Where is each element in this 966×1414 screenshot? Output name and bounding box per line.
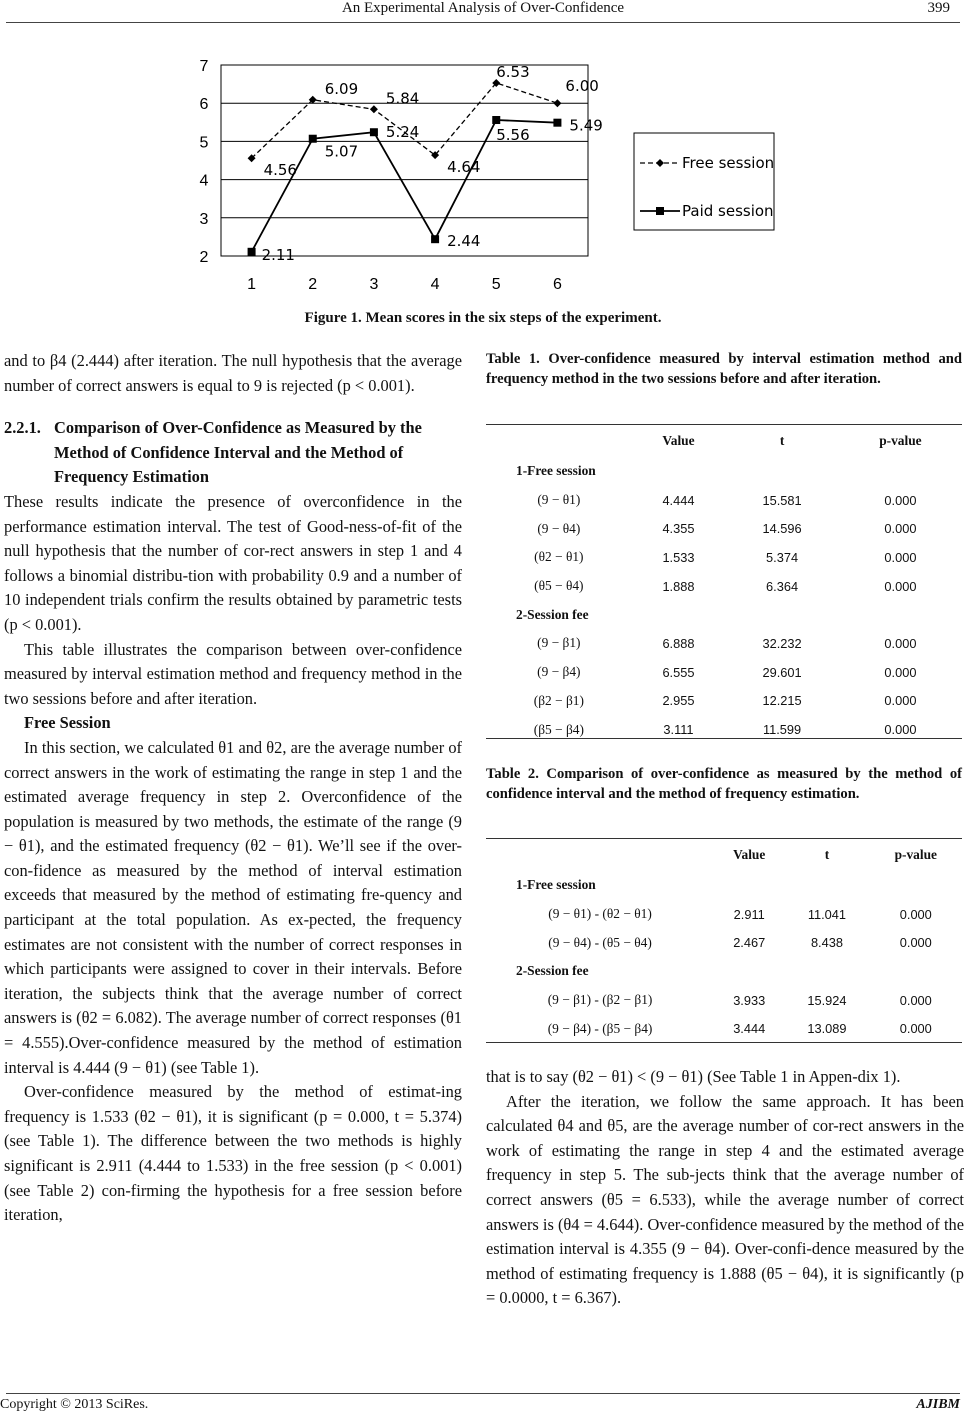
table-cell: 0.000 [884,722,917,738]
table-header-cell: t [779,433,785,448]
table-cell: 2.467 [733,935,766,951]
table-header-cell: t [824,847,830,862]
table-cell: 13.089 [807,1021,847,1037]
table-group-row [486,457,962,486]
table-rule [486,738,962,739]
data-label: 2.11 [261,245,295,264]
data-label: 6.00 [565,77,599,96]
table-row [486,543,962,572]
data-point-paid-session [553,119,561,127]
y-tick-label: 7 [199,58,209,75]
table-cell: 0.000 [899,1021,932,1037]
y-tick-label: 4 [199,172,209,190]
paragraph: This table illustrates the comparison between over-confidence measured by interval estimation method and frequency method in the two sessions before and after iteration. [4,639,462,708]
table-cell: 2.911 [733,906,765,922]
table-cell: (9 − θ1) - (θ2 − θ1) [548,906,652,922]
table-header-cell [486,425,632,457]
table-row [486,900,962,929]
footer-rule [6,1393,960,1394]
table-cell: 3.444 [733,1021,766,1037]
right-column [486,1065,964,1311]
table-header-cell [486,839,714,871]
table-cell: 0.000 [899,992,932,1008]
table-cell: 8.438 [810,935,843,951]
legend-label-paid-session: Paid session [682,202,774,220]
paragraph: These results indicate the presence of overconfidence in the performance estimation interval. The test of Good-ness-of-fit of the null hypothesis that the number of cor-rect answers in step 1 and 4 follows a binomial distribu-tion with probability 0.9 and a number of 10 independent trials confirm the results obtained by parametric tests (p < 0.001). [4,491,462,634]
table-cell: 3.933 [733,992,766,1008]
table-cell: (9 − β4) - (β5 − β4) [547,1020,653,1036]
data-point-paid-session [492,116,500,124]
table-2-caption: Table 2. Comparison of over-confidence as measured by the method of confidence interval and the method of frequency estimation. [486,766,962,802]
table-cell: 0.000 [884,693,917,709]
data-label: 5.24 [385,123,420,142]
table-cell: 12.215 [762,693,802,709]
table-cell: (9 − β4) [537,664,581,680]
table-cell: 0.000 [884,521,917,537]
table-cell: 4.444 [662,492,695,508]
paragraph: After the iteration, we follow the same approach. It has been calculated θ4 and θ5, are the average number of cor-rect answers in the work of estimating the range in step 4 and the estimated average frequency in step 5. The sub-jects think that the average number of correct answers (θ5 = 6.533), while the average number of correct answers is (θ4 = 4.644). Over-confidence measured by the method of the estimation interval is 4.355 (9 − θ4). Over-confi-dence measured by the method of estimating frequency is 1.888 (θ5 − θ4), it is significantly (p = 0.0000, t = 6.367). [486,1091,964,1308]
line-chart-svg [190,58,780,298]
table-group-label: 1-Free session [516,877,596,893]
table-cell: 14.596 [762,521,802,537]
table-cell: 1.888 [662,578,695,594]
subheading-free-session: Free Session [24,713,111,733]
x-tick-label: 2 [308,276,318,293]
table-row [486,658,962,687]
table-row [486,715,962,744]
table-cell: (9 − θ4) [537,520,581,536]
left-column [4,349,462,1228]
table-cell: (9 − β1) - (β2 − β1) [547,992,653,1008]
table-row [486,486,962,515]
table-cell: 6.888 [662,635,695,651]
table-row [486,928,962,957]
table-2 [486,839,962,1043]
table-cell: 6.555 [662,664,695,680]
table-row [486,986,962,1015]
table-1-caption: Table 1. Over-confidence measured by interval estimation method and frequency method in the two sessions before and after iteration. [486,351,962,387]
table-cell: (9 − β1) [537,635,581,651]
table-group-label: 2-Session fee [516,606,589,622]
table-rule [486,1042,962,1043]
figure-1-chart [190,58,780,298]
data-label: 5.49 [569,116,603,135]
data-label: 4.56 [263,161,297,180]
page-number: 399 [927,0,950,16]
legend-label-free-session: Free session [682,154,775,172]
table-header-cell: p-value [879,433,922,448]
table-group-row [486,600,962,629]
table-row [486,1014,962,1043]
table-cell: 1.533 [662,549,695,565]
table-header-cell: Value [733,847,766,862]
figure-caption: Figure 1. Mean scores in the six steps of the experiment. [304,310,662,326]
paragraph: that is to say (θ2 − θ1) < (9 − θ1) (See Table 1 in Appen-dix 1). [486,1067,901,1086]
table-row [486,629,962,658]
table-cell: 3.111 [663,722,694,738]
section-number: 2.2.1. [4,418,41,438]
table-cell: 15.924 [807,992,847,1008]
table-cell: (β2 − β1) [533,692,584,708]
x-tick-label: 6 [552,276,562,293]
table-group-label: 1-Free session [516,463,596,479]
table-cell: 32.232 [762,635,802,651]
table-group-row [486,871,962,900]
section-heading [4,416,462,490]
table-group-row [486,957,962,986]
paragraph: and to β4 (2.444) after iteration. The null hypothesis that the average number of correct answers is equal to 9 is rejected (p < 0.001). [4,351,462,395]
table-cell: 5.374 [766,549,799,565]
table-cell: 0.000 [884,664,917,680]
table-cell: 0.000 [884,492,917,508]
table-cell: (θ2 − θ1) [534,549,584,565]
data-label: 4.64 [447,158,481,177]
legend-marker-paid-session [656,207,664,215]
table-cell: 0.000 [899,935,932,951]
header-rule [6,22,960,23]
data-label: 5.84 [385,89,420,108]
data-point-paid-session [370,128,378,136]
data-label: 5.07 [324,142,359,161]
data-point-paid-session [431,235,439,243]
data-label: 6.09 [324,79,359,98]
table-1 [486,425,962,744]
data-label: 6.53 [496,62,530,81]
table-row [486,514,962,543]
y-tick-label: 2 [199,249,209,266]
data-label: 2.44 [447,232,481,251]
table-cell: (θ5 − θ4) [534,578,584,594]
table-cell: 0.000 [884,635,917,651]
table-cell: 2.955 [662,693,695,709]
table-cell: 0.000 [884,549,917,565]
table-cell: 11.041 [807,906,847,922]
table-cell: (9 − θ1) [537,492,581,508]
y-tick-label: 5 [199,134,209,152]
table-cell: 11.599 [762,722,802,738]
y-tick-label: 6 [199,96,209,114]
table-header-cell: Value [662,433,695,448]
paragraph: In this section, we calculated θ1 and θ2, are the average number of correct answers in the work of estimating the range in step 1 and the estimated average frequency in step 2. Overconfidence of the population is measured by two methods, the estimate of the range (9 − θ1), and the estimated frequency (θ2 − θ1). We’ll see if the over-con-fidence as measured by the method of interval estimation exceeds that measured by the method of estimating fre-quency and participant at the total population. As ex-pected, the frequency estimates are not consistent with the number of correct responses in which participants were assigned to cover in their intervals. Before iteration, the subjects think that the average number of correct answers is (θ2 = 6.082). The average number of correct responses (θ1 = 4.555).Over-confidence measured by the method of estimation interval is 4.444 (9 − θ1) (see Table 1). [4,737,462,1077]
table-row [486,687,962,716]
table-cell: 4.355 [662,521,695,537]
table-cell: 15.581 [762,492,802,508]
x-tick-label: 5 [491,276,501,293]
table-cell: 29.601 [762,664,802,680]
table-group-label: 2-Session fee [516,963,589,979]
table-cell: (9 − θ4) - (θ5 − θ4) [548,934,652,950]
table-cell: 6.364 [766,578,799,594]
table-row [486,572,962,601]
table-cell: 0.000 [899,906,932,922]
y-tick-label: 3 [199,210,209,228]
journal-footer: AJIBM [916,1397,960,1412]
table-cell: (β5 − β4) [533,721,584,737]
data-point-paid-session [248,248,256,256]
running-header-title: An Experimental Analysis of Over-Confidence [341,0,625,16]
x-tick-label: 3 [369,276,379,293]
data-point-paid-session [309,135,317,143]
x-tick-label: 1 [247,276,257,293]
data-label: 5.56 [496,126,530,145]
x-tick-label: 4 [430,276,440,293]
table-cell: 0.000 [884,578,917,594]
table-header-cell: p-value [894,847,937,862]
section-title: Comparison of Over-Confidence as Measured by the Method of Confidence Interval and the Method of Frequency Estimation [54,418,422,487]
copyright-footer: Copyright © 2013 SciRes. [0,1397,149,1412]
paragraph: Over-confidence measured by the method of estimat-ing frequency is 1.533 (θ2 − θ1), it is significant (p = 0.000, t = 5.374) (see Table 1). The difference between the two methods is highly significant is 2.911 (4.444 to 1.533) in the free session (p < 0.001) (see Table 2) con-firming the hypothesis for a free session before iteration, [4,1082,462,1225]
